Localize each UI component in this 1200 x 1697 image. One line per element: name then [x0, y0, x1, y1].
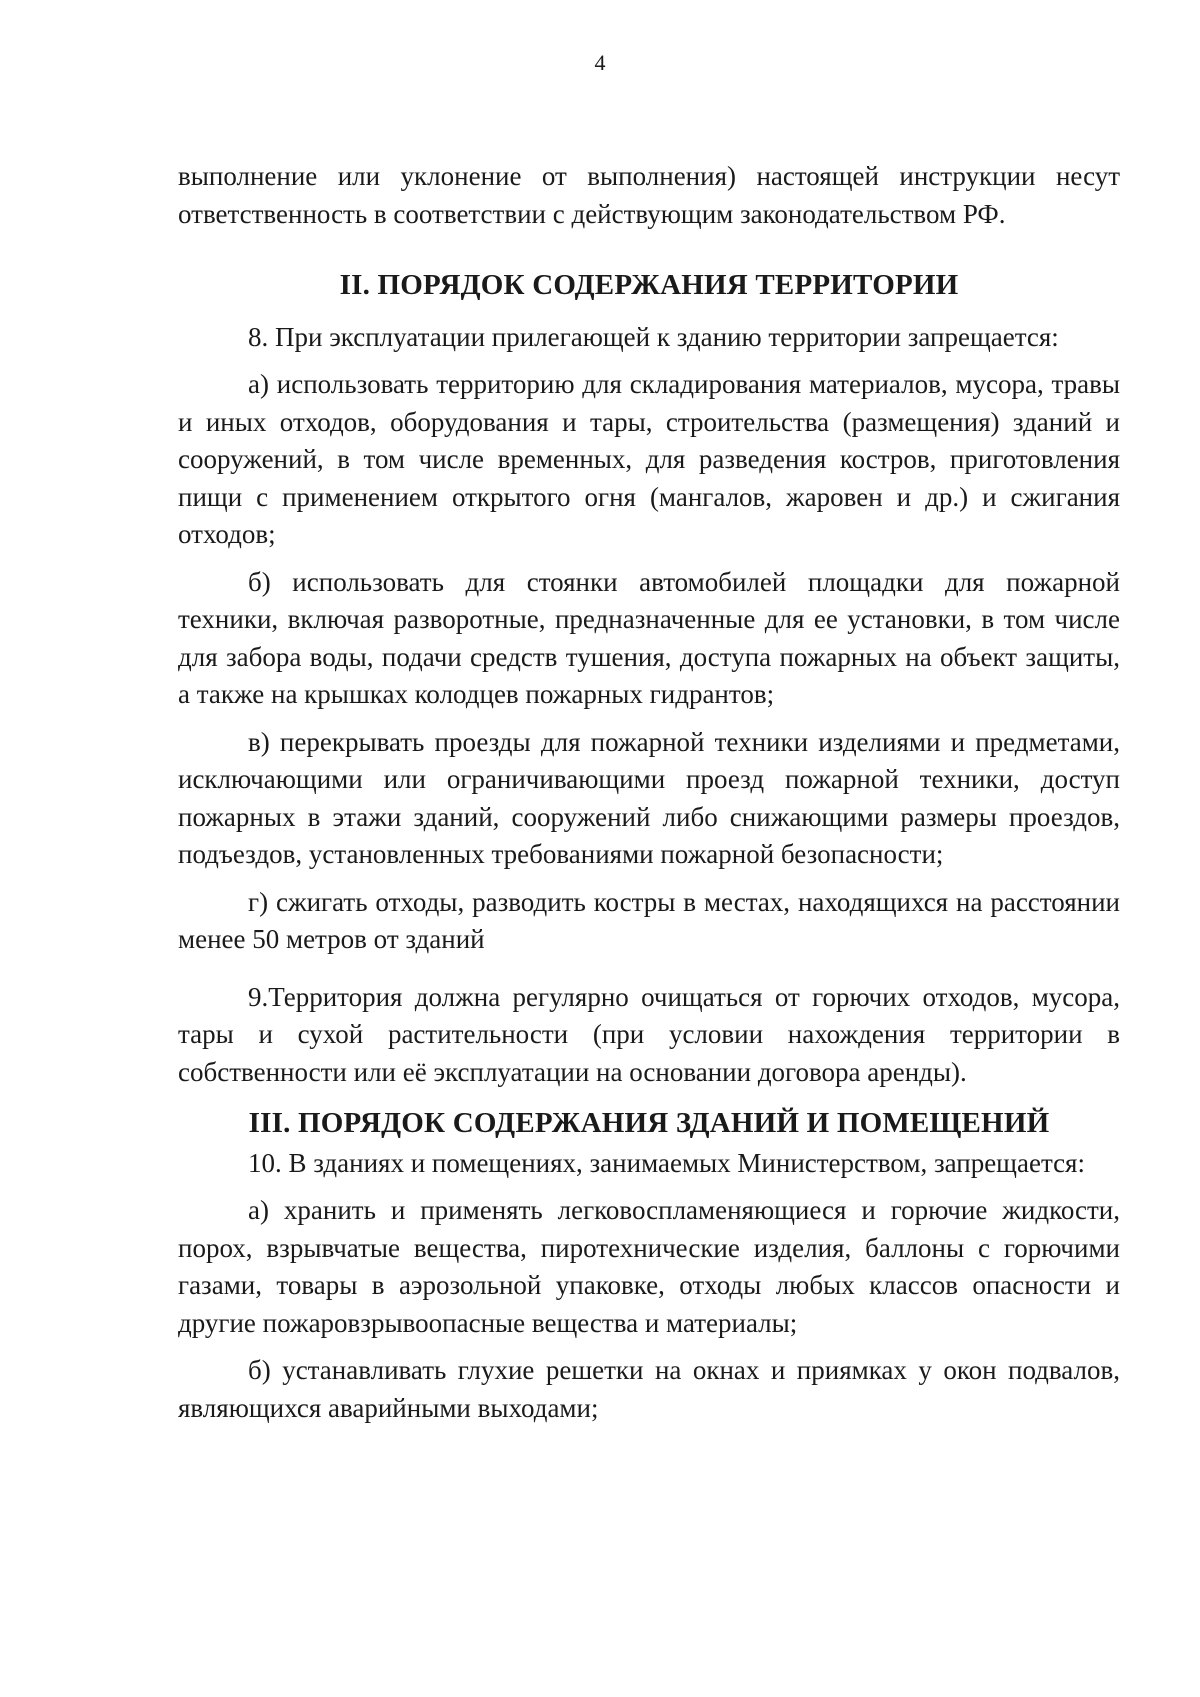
- item-10-b: б) устанавливать глухие решетки на окнах и приямках у окон подвалов, являющихся аварийными выходами;: [178, 1355, 1120, 1423]
- item-8-v: в) перекрывать проезды для пожарной техники изделиями и предметами, исключающими или ограничивающими проезд пожарной техники, доступ пожарных в этажи зданий, сооружений либо снижающими размеры проездов, подъездов, установленных требованиями пожарной безопасности;: [178, 726, 1120, 869]
- item-8-a: а) использовать территорию для складирования материалов, мусора, травы и иных отходов, оборудования и тары, строительства (размещения) зданий и сооружений, в том числе временных, для разведения костров, приготовления пищи с применением открытого огня (мангалов, жаровен и др.) и сжигания отходов;: [178, 369, 1120, 549]
- page-number: 4: [594, 50, 606, 75]
- item-9: 9.Территория должна регулярно очищаться от горючих отходов, мусора, тары и сухой растительности (при условии нахождения территории в собственности или её эксплуатации на основании договора аренды).: [178, 981, 1120, 1087]
- intro-paragraph: выполнение или уклонение от выполнения) настоящей инструкции несут ответственность в соответствии с действующим законодательством РФ.: [178, 161, 1120, 229]
- item-8-g: г) сжигать отходы, разводить костры в местах, находящихся на расстоянии менее 50 метров от зданий: [178, 886, 1120, 954]
- section-3-heading: III. ПОРЯДОК СОДЕРЖАНИЯ ЗДАНИЙ И ПОМЕЩЕНИЙ: [248, 1107, 1050, 1139]
- item-8-b: б) использовать для стоянки автомобилей площадки для пожарной техники, включая разворотные, предназначенные для ее установки, в том числе для забора воды, подачи средств тушения, доступа пожарных на объект защиты, а также на крышках колодцев пожарных гидрантов;: [178, 566, 1120, 709]
- document-body: [178, 158, 1120, 1427]
- item-10-a: а) хранить и применять легковоспламеняющиеся и горючие жидкости, порох, взрывчатые вещества, пиротехнические изделия, баллоны с горючими газами, товары в аэрозольной упаковке, отходы любых классов опасности и другие пожаровзрывоопасные вещества и материалы;: [178, 1195, 1120, 1338]
- item-8: 8. При эксплуатации прилегающей к зданию территории запрещается:: [248, 321, 1059, 352]
- item-10: 10. В зданиях и помещениях, занимаемых Министерством, запрещается:: [248, 1147, 1085, 1178]
- section-2-heading: II. ПОРЯДОК СОДЕРЖАНИЯ ТЕРРИТОРИИ: [339, 269, 959, 301]
